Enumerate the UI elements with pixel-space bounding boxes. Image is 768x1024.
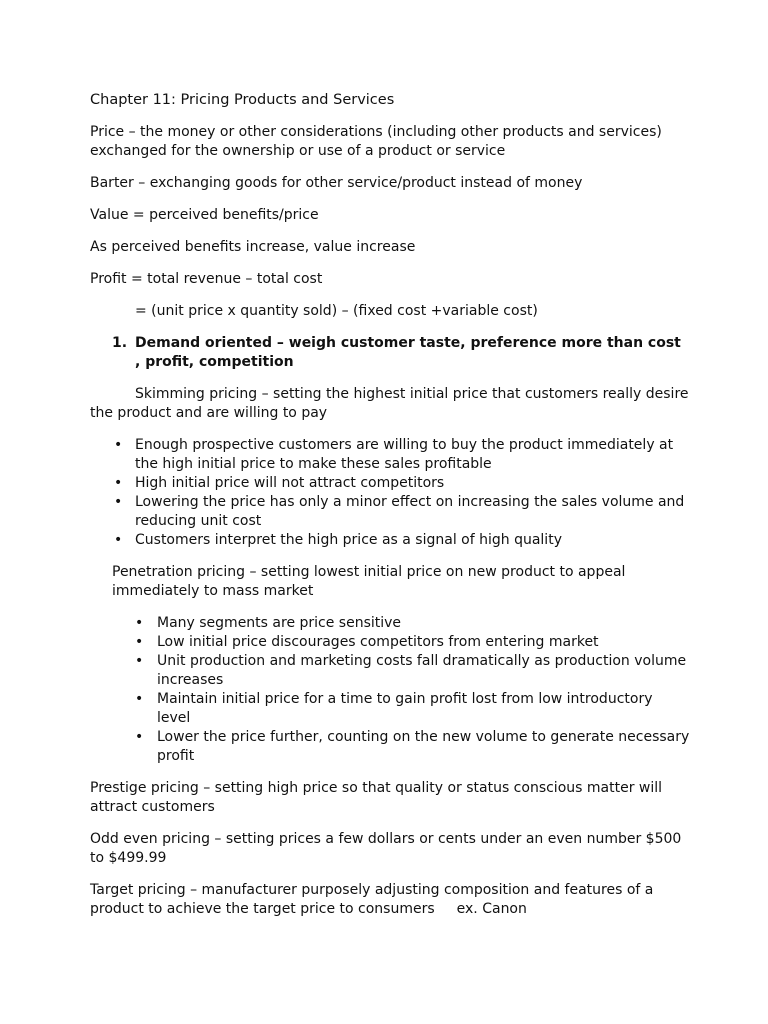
list-item-text: Lowering the price has only a minor effect on increasing the sales volume and reducing unit cost [135,494,685,529]
price-definition: Price – the money or other considerations (including other products and services) exchanged for the ownership or use of a product or service [90,124,662,159]
list-item [90,690,690,728]
target-definition-text: Target pricing – manufacturer purposely adjusting composition and features of a product to achieve the target price to consumers [90,882,654,917]
skimming-definition: Skimming pricing – setting the highest initial price that customers really desire the product and are willing to pay [90,386,689,421]
list-item [90,474,690,493]
bullet-icon: • [114,475,123,491]
chapter-title: Chapter 11: Pricing Products and Services [90,92,395,108]
list-item [90,728,690,766]
penetration-definition: Penetration pricing – setting lowest initial price on new product to appeal immediately to mass market [112,564,626,599]
odd-even-definition: Odd even pricing – setting prices a few dollars or cents under an even number $500 to $499.99 [90,831,682,866]
value-definition: Value = perceived benefits/price [90,207,319,223]
profit-formula: = (unit price x quantity sold) – (fixed cost +variable cost) [135,303,538,319]
list-item-text: Customers interpret the high price as a signal of high quality [135,532,562,548]
list-item [90,531,690,550]
list-item [90,652,690,690]
target-example: ex. Canon [456,901,527,917]
bullet-icon: • [135,634,144,650]
list-item-text: Lower the price further, counting on the new volume to generate necessary profit [157,729,690,764]
bullet-icon: • [135,691,144,707]
target-definition [90,881,690,919]
section-heading-demand-oriented [90,334,690,372]
list-item-text: Unit production and marketing costs fall dramatically as production volume increases [157,653,687,688]
skimming-bullet-list [90,436,690,550]
section-number: 1. [112,335,128,351]
list-item-text: Enough prospective customers are willing to buy the product immediately at the high initial price to make these sales profitable [135,437,674,472]
bullet-icon: • [114,532,123,548]
list-item [90,493,690,531]
section-heading-text: Demand oriented – weigh customer taste, preference more than cost , profit, competition [135,335,681,370]
profit-definition: Profit = total revenue – total cost [90,271,323,287]
list-item [90,614,690,633]
bullet-icon: • [114,494,123,510]
bullet-icon: • [135,653,144,669]
penetration-bullet-list [90,614,690,766]
list-item-text: Maintain initial price for a time to gain profit lost from low introductory level [157,691,653,726]
prestige-definition: Prestige pricing – setting high price so that quality or status conscious matter will attract customers [90,780,663,815]
list-item-text: Low initial price discourages competitors from entering market [157,634,599,650]
list-item [90,436,690,474]
bullet-icon: • [135,615,144,631]
list-item-text: High initial price will not attract competitors [135,475,445,491]
list-item [90,633,690,652]
list-item-text: Many segments are price sensitive [157,615,402,631]
bullet-icon: • [135,729,144,745]
document-page [90,91,690,932]
bullet-icon: • [114,437,123,453]
value-note: As perceived benefits increase, value increase [90,239,416,255]
barter-definition: Barter – exchanging goods for other service/product instead of money [90,175,583,191]
